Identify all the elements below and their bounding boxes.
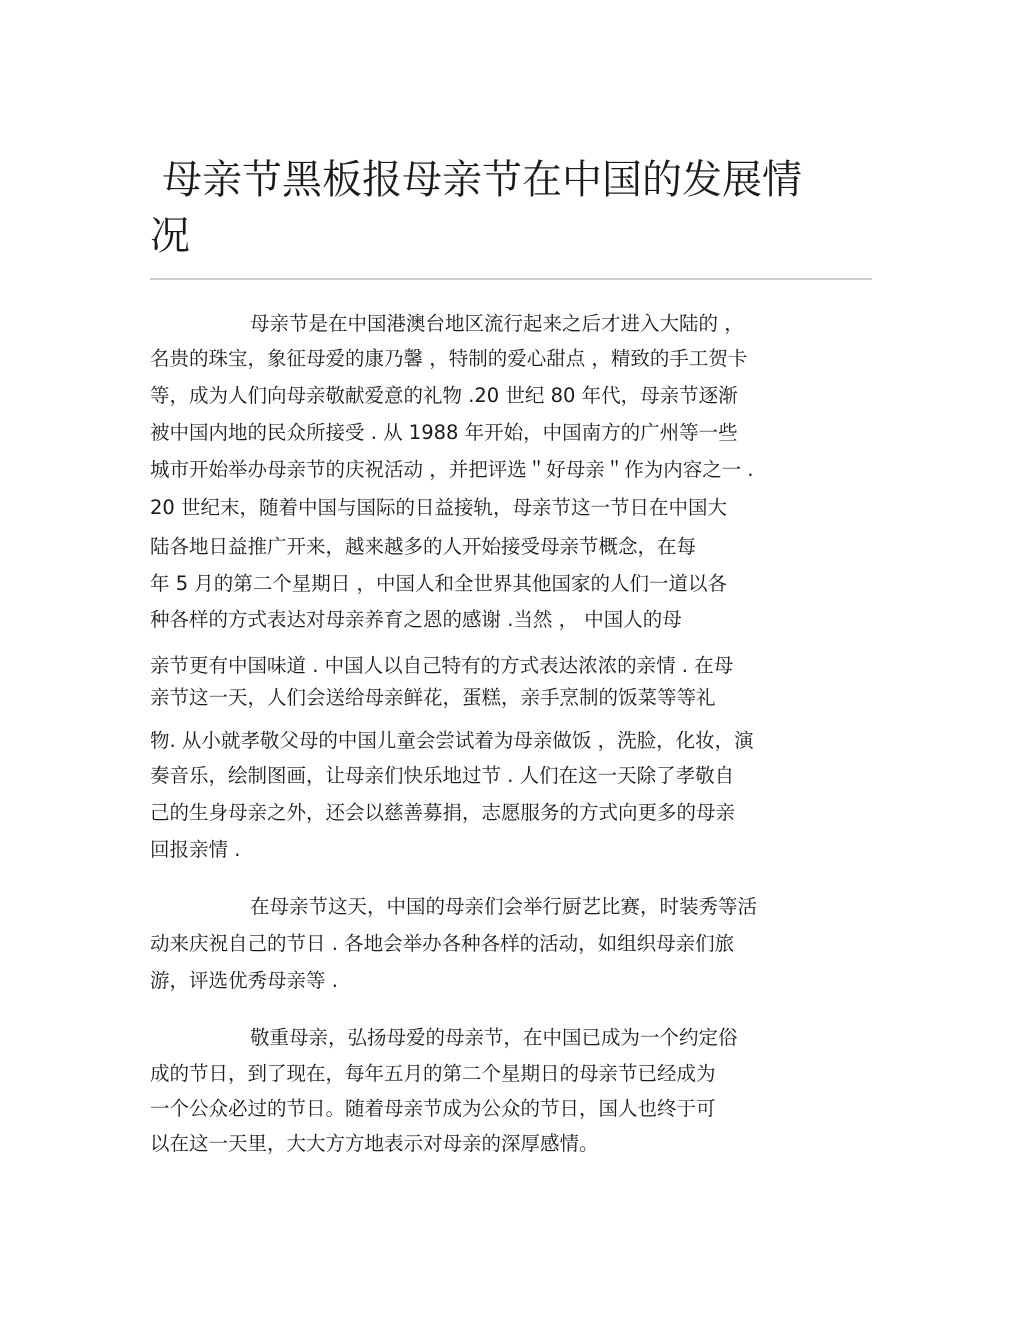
text-line: 己的生身母亲之外，还会以慈善募捐，志愿服务的方式向更多的母亲: [150, 801, 736, 824]
text-line: 成的节日，到了现在，每年五月的第二个星期日的母亲节已经成为: [150, 1062, 716, 1085]
text-line: 一个公众必过的节日。随着母亲节成为公众的节日，国人也终于可: [150, 1097, 716, 1120]
text-line: 城市开始举办母亲节的庆祝活动 ，并把评选＂好母亲＂作为内容之一 .: [150, 458, 754, 481]
text-line: 动来庆祝自己的节日 . 各地会举办各种各样的活动，如组织母亲们旅: [150, 932, 735, 955]
text-line: 亲节更有中国味道 . 中国人以自己特有的方式表达浓浓的亲情 . 在母: [150, 654, 734, 677]
page-title: [150, 152, 850, 264]
text-line: 亲节这一天，人们会送给母亲鲜花，蛋糕，亲手烹制的饭菜等等礼: [150, 686, 716, 709]
text-line: 名贵的珠宝，象征母爱的康乃馨 ，特制的爱心甜点 ，精致的手工贺卡: [150, 347, 748, 370]
text-line: 陆各地日益推广开来，越来越多的人开始接受母亲节概念，在每: [150, 535, 697, 558]
title-divider: [150, 278, 872, 280]
text-line: 种各样的方式表达对母亲养育之恩的感谢 .当然 ， 中国人的母: [150, 608, 682, 631]
text-line: 物. 从小就孝敬父母的中国儿童会尝试着为母亲做饭 ，洗脸，化妆，演: [150, 729, 754, 752]
text-line: 敬重母亲，弘扬母爱的母亲节，在中国已成为一个约定俗: [250, 1026, 738, 1049]
text-line: 奏音乐，绘制图画，让母亲们快乐地过节 . 人们在这一天除了孝敬自: [150, 764, 735, 787]
text-line: 等，成为人们向母亲敬献爱意的礼物 .20 世纪 80 年代，母亲节逐渐: [150, 384, 738, 407]
title-line-2: 况: [150, 213, 190, 259]
text-line: 游，评选优秀母亲等 .: [150, 969, 338, 992]
text-line: 20 世纪末，随着中国与国际的日益接轨，母亲节这一节日在中国大: [150, 496, 728, 519]
text-line: 母亲节是在中国港澳台地区流行起来之后才进入大陆的 ，: [250, 312, 744, 335]
text-line: 被中国内地的民众所接受 . 从 1988 年开始，中国南方的广州等一些: [150, 421, 738, 444]
text-line: 回报亲情 .: [150, 838, 241, 861]
text-line: 在母亲节这天，中国的母亲们会举行厨艺比赛，时装秀等活: [250, 895, 758, 918]
text-line: 年 5 月的第二个星期日 ，中国人和全世界其他国家的人们一道以各: [150, 572, 728, 595]
text-line: 以在这一天里，大大方方地表示对母亲的深厚感情。: [150, 1132, 599, 1155]
title-line-1: 母亲节黑板报母亲节在中国的发展情: [162, 157, 802, 203]
